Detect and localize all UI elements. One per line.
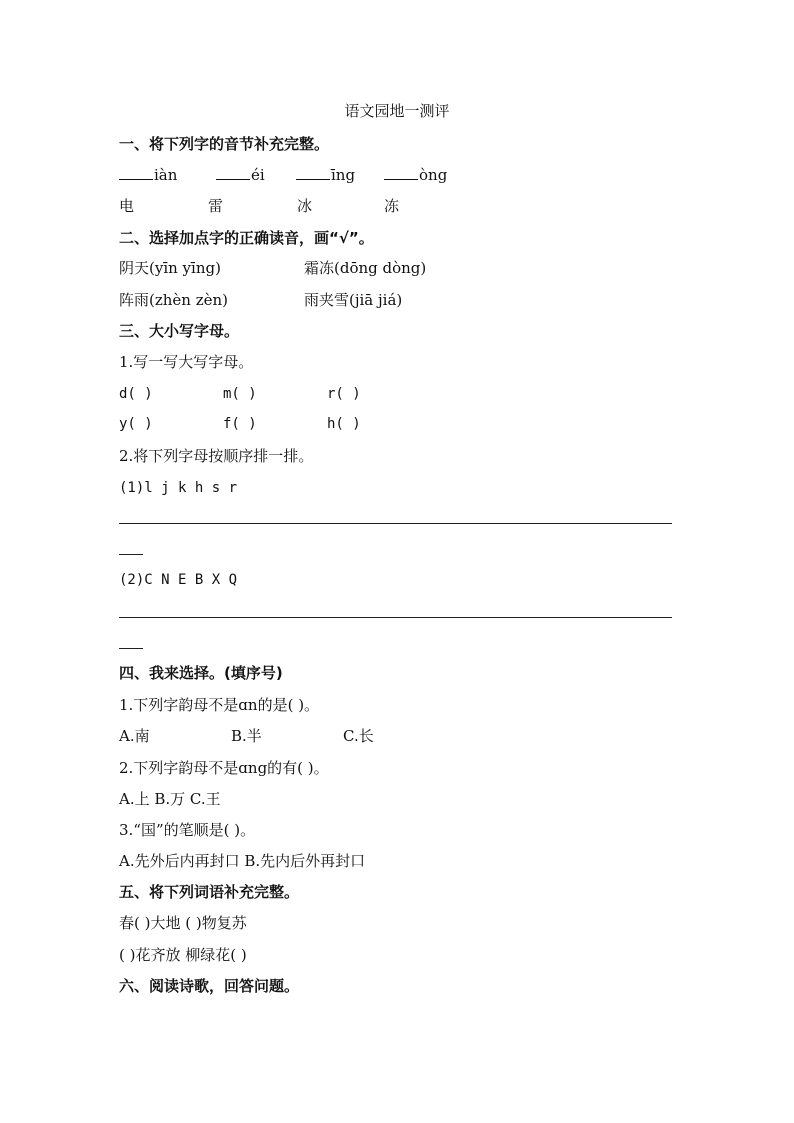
reading-choice-item[interactable]: 阵雨(zhèn zèn) — [119, 291, 229, 309]
option-b[interactable]: B.半 — [231, 727, 262, 745]
question-text[interactable]: 1.下列字韵母不是ɑn的是( )。 — [119, 696, 320, 714]
syllable-blank-4[interactable]: òng — [384, 165, 447, 185]
char-label: 雷 — [208, 197, 224, 215]
answer-line-continuation — [119, 648, 143, 649]
page-title: 语文园地一测评 — [344, 102, 450, 120]
letter-blank[interactable]: r( ) — [327, 386, 361, 402]
letter-blank[interactable]: h( ) — [327, 416, 361, 432]
reading-choice-item[interactable]: 阴天(yīn yīng) — [119, 259, 221, 277]
letter-blank[interactable]: m( ) — [223, 386, 257, 402]
blank-line[interactable] — [384, 166, 418, 180]
section-4-heading: 四、我来选择。(填序号) — [119, 664, 283, 682]
options-row[interactable]: A.上 B.万 C.王 — [119, 790, 221, 808]
reading-choice-item[interactable]: 霜冻(dōng dòng) — [304, 259, 427, 277]
section-2-heading: 二、选择加点字的正确读音，画“√”。 — [119, 229, 374, 247]
syllable-blank-3[interactable]: īng — [296, 165, 355, 185]
char-label: 冻 — [384, 197, 400, 215]
option-a[interactable]: A.南 — [119, 727, 150, 745]
letter-sequence: (2)C N E B X Q — [119, 572, 238, 588]
reading-choice-item[interactable]: 雨夹雪(jiā jiá) — [304, 291, 403, 309]
blank-line[interactable] — [119, 166, 153, 180]
section-1-heading: 一、将下列字的音节补充完整。 — [119, 135, 330, 153]
options-row[interactable]: A.先外后内再封口 B.先内后外再封口 — [119, 852, 366, 870]
blank-line[interactable] — [216, 166, 250, 180]
question-text: 2.将下列字母按顺序排一排。 — [119, 447, 314, 465]
answer-line-continuation — [119, 554, 143, 555]
syllable-blank-1[interactable]: iàn — [119, 165, 177, 185]
char-label: 冰 — [297, 197, 313, 215]
letter-blank[interactable]: y( ) — [119, 416, 153, 432]
idiom-fill-row[interactable]: 春( )大地 ( )物复苏 — [119, 914, 247, 932]
question-text: 1.写一写大写字母。 — [119, 353, 254, 371]
idiom-fill-row[interactable]: ( )花齐放 柳绿花( ) — [119, 946, 247, 964]
option-c[interactable]: C.长 — [343, 727, 374, 745]
question-text[interactable]: 3.“国”的笔顺是( )。 — [119, 821, 256, 839]
section-6-heading: 六、阅读诗歌，回答问题。 — [119, 977, 300, 995]
syllable-blank-2[interactable]: éi — [216, 165, 265, 185]
answer-line[interactable] — [119, 523, 672, 524]
letter-blank[interactable]: f( ) — [223, 416, 257, 432]
section-5-heading: 五、将下列词语补充完整。 — [119, 883, 300, 901]
char-label: 电 — [119, 197, 135, 215]
letter-blank[interactable]: d( ) — [119, 386, 153, 402]
blank-line[interactable] — [296, 166, 330, 180]
question-text[interactable]: 2.下列字韵母不是ɑng的有( )。 — [119, 759, 329, 777]
section-3-heading: 三、大小写字母。 — [119, 322, 240, 340]
answer-line[interactable] — [119, 617, 672, 618]
letter-sequence: (1)l j k h s r — [119, 480, 238, 496]
